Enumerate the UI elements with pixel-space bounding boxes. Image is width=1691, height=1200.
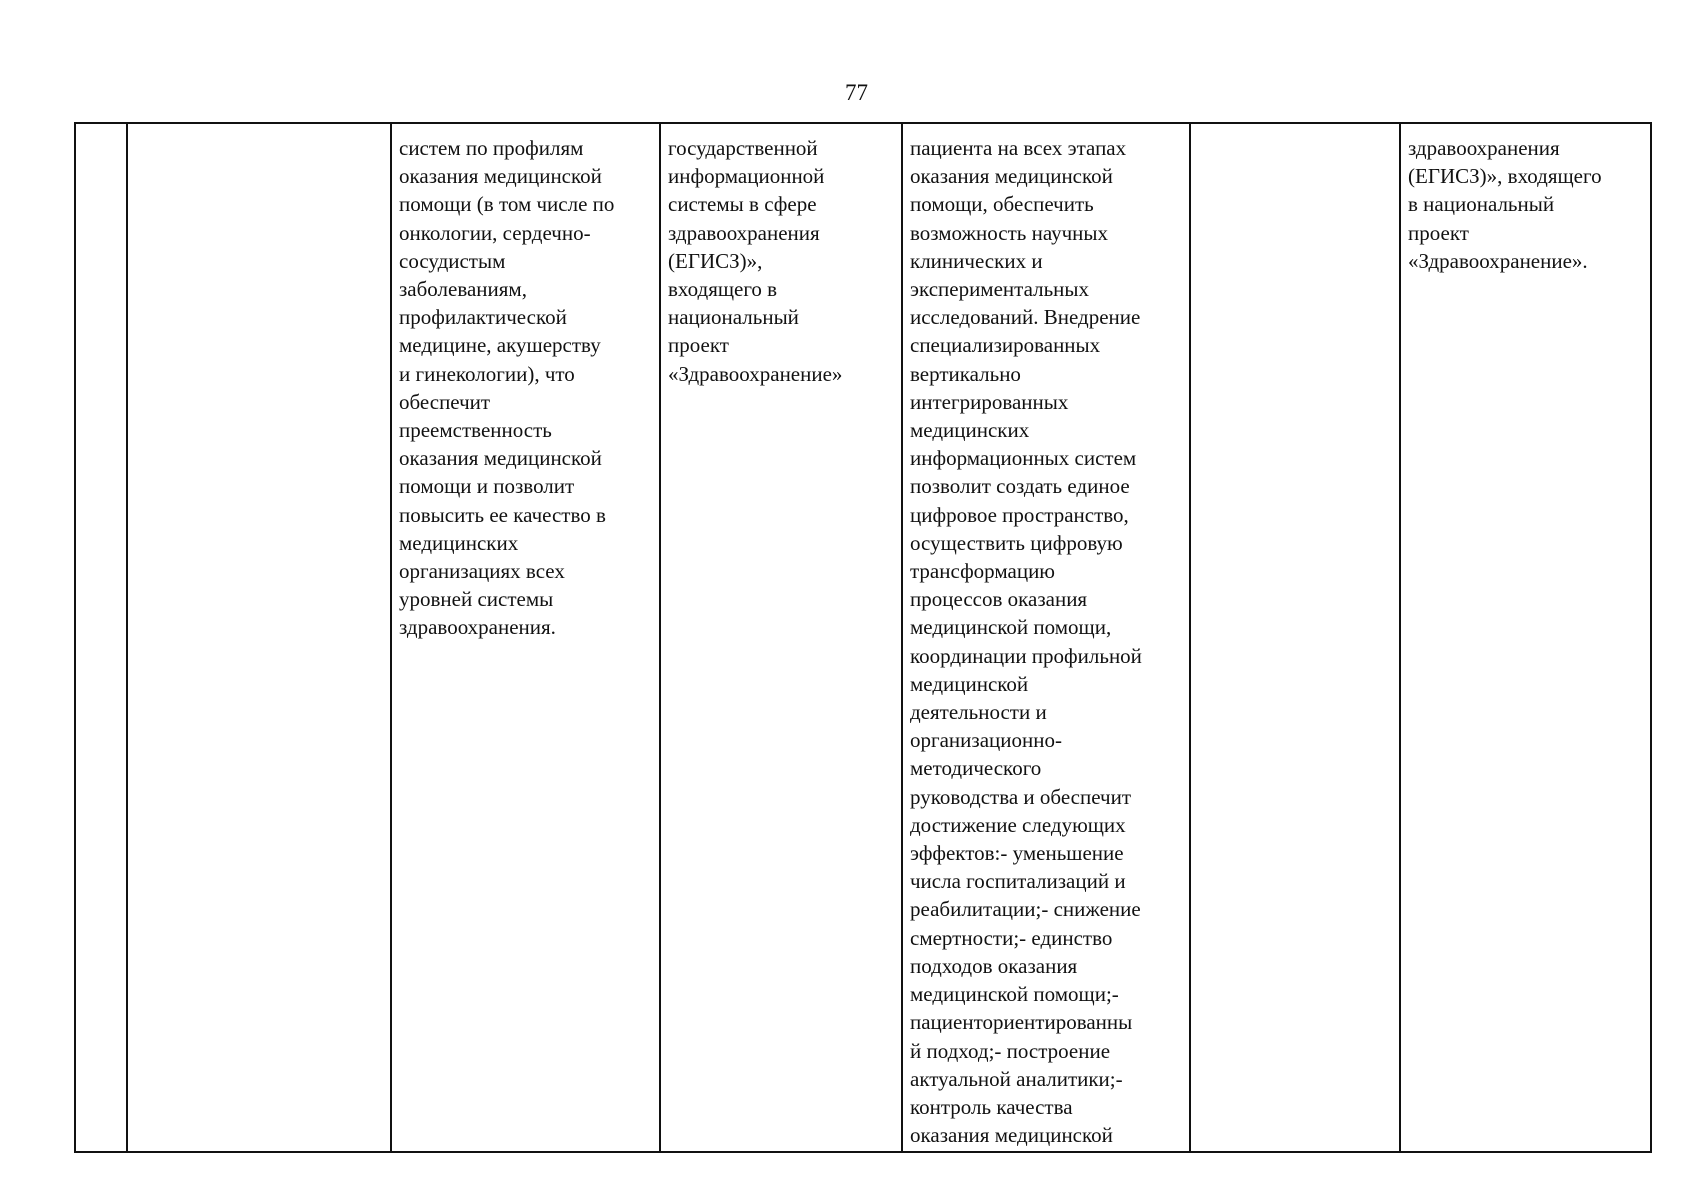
- table-cell-empty: [1190, 123, 1400, 1152]
- cell-text: систем по профилям оказания медицинской помощи (в том числе по онкологии, сердечно- сосудистым заболеваниям, профилактической медицине, акушерству и гинекологии), что обеспечит преемственность оказания медицинской помощи и позволит повысить ее качество в медицинских организациях всех уровней системы здравоохранения.: [399, 136, 615, 640]
- table-cell-description: [391, 123, 660, 1152]
- table-cell-number: [75, 123, 127, 1152]
- table-cell-name: [127, 123, 391, 1152]
- cell-text: пациента на всех этапах оказания медицинской помощи, обеспечить возможность научных клинических и экспериментальных исследований. Внедрение специализированных вертикально интегрированных медицинских информационных систем позволит создать единое цифровое пространство, осуществить цифровую трансформацию процессов оказания медицинской помощи, координации профильной медицинской деятельности и организационно- методического руководства и обеспечит достижение следующих эффектов:- уменьшение числа госпитализаций и реабилитации;- снижение смертности;- единство подходов оказания медицинской помощи;- пациенториентированны й подход;- построение актуальной аналитики;- контроль качества оказания медицинской: [910, 136, 1142, 1148]
- cell-text: здравоохранения (ЕГИСЗ)», входящего в национальный проект «Здравоохранение».: [1408, 136, 1602, 273]
- document-table: [74, 122, 1652, 1153]
- table-cell-project: [660, 123, 902, 1152]
- page-number: 77: [845, 80, 868, 105]
- cell-text: государственной информационной системы в сфере здравоохранения (ЕГИСЗ)», входящего в национальный проект «Здравоохранение»: [668, 136, 843, 386]
- table-cell-effects: [902, 123, 1190, 1152]
- table-row: [75, 123, 1651, 1152]
- table-cell-notes: [1400, 123, 1651, 1152]
